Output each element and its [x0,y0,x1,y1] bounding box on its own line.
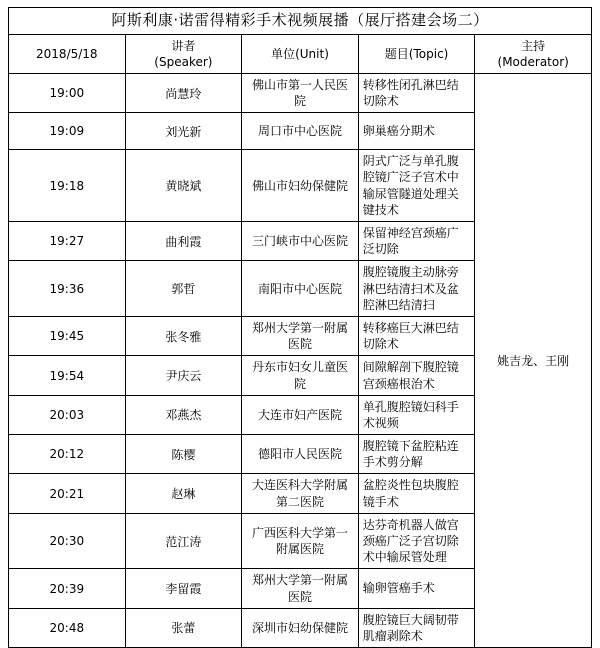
row-speaker: 黄晓斌 [125,150,242,222]
row-speaker: 刘光新 [125,113,242,150]
header-moderator-line2: (Moderator) [497,54,569,69]
row-speaker: 尚慧玲 [125,73,242,112]
header-speaker [125,34,242,73]
row-topic: 间隙解剖下腹腔镜宫颈癌根治术 [358,356,475,395]
row-topic: 阴式广泛与单孔腹腔镜广泛子宫术中输尿管隧道处理关键技术 [358,150,475,222]
row-speaker: 曲利霞 [125,222,242,261]
moderator-cell: 姚吉龙、王刚 [475,73,592,647]
header-moderator [475,34,592,73]
schedule-table [8,7,592,648]
row-time: 20:39 [9,569,126,608]
row-time: 19:36 [9,261,126,317]
row-unit: 郑州大学第一附属医院 [242,569,359,608]
row-speaker: 张冬雅 [125,316,242,355]
row-speaker: 陈樱 [125,435,242,474]
row-time: 20:21 [9,474,126,513]
table-row [9,73,592,112]
header-topic: 题目(Topic) [358,34,475,73]
row-topic: 腹腔镜腹主动脉旁淋巴结清扫术及盆腔淋巴结清扫 [358,261,475,317]
row-speaker: 赵琳 [125,474,242,513]
row-topic: 卵巢癌分期术 [358,113,475,150]
row-topic: 输卵管癌手术 [358,569,475,608]
header-speaker-line1: 讲者 [171,38,196,53]
row-speaker: 郭哲 [125,261,242,317]
row-unit: 三门峡市中心医院 [242,222,359,261]
row-unit: 郑州大学第一附属医院 [242,316,359,355]
row-topic: 腹腔镜巨大阔韧带肌瘤剥除术 [358,608,475,647]
row-topic: 盆腔炎性包块腹腔镜手术 [358,474,475,513]
row-speaker: 邓燕杰 [125,395,242,434]
row-unit: 德阳市人民医院 [242,435,359,474]
row-unit: 周口市中心医院 [242,113,359,150]
row-unit: 南阳市中心医院 [242,261,359,317]
header-row [9,34,592,73]
row-speaker: 张蕾 [125,608,242,647]
row-speaker: 李留霞 [125,569,242,608]
header-moderator-line1: 主持 [521,38,546,53]
row-time: 20:48 [9,608,126,647]
row-topic: 保留神经宫颈癌广泛切除 [358,222,475,261]
row-unit: 佛山市妇幼保健院 [242,150,359,222]
row-time: 20:30 [9,513,126,569]
row-unit: 丹东市妇女儿童医院 [242,356,359,395]
row-topic: 达芬奇机器人做宫颈癌广泛子宫切除术中输尿管处理 [358,513,475,569]
header-date: 2018/5/18 [9,34,126,73]
row-unit: 广西医科大学第一附属医院 [242,513,359,569]
row-time: 19:00 [9,73,126,112]
row-time: 19:54 [9,356,126,395]
row-topic: 转移癌巨大淋巴结切除术 [358,316,475,355]
title-row [9,8,592,35]
header-unit: 单位(Unit) [242,34,359,73]
row-time: 19:09 [9,113,126,150]
schedule-table-body [9,8,592,648]
row-topic: 转移性闭孔淋巴结切除术 [358,73,475,112]
row-time: 20:03 [9,395,126,434]
row-unit: 大连医科大学附属第二医院 [242,474,359,513]
page-title: 阿斯利康·诺雷得精彩手术视频展播（展厅搭建会场二） [9,8,592,35]
row-topic: 单孔腹腔镜妇科手术视频 [358,395,475,434]
row-unit: 大连市妇产医院 [242,395,359,434]
row-time: 19:27 [9,222,126,261]
row-topic: 腹腔镜下盆腔粘连手术剪分解 [358,435,475,474]
row-time: 19:18 [9,150,126,222]
row-speaker: 范江涛 [125,513,242,569]
row-speaker: 尹庆云 [125,356,242,395]
row-time: 20:12 [9,435,126,474]
row-unit: 深圳市妇幼保健院 [242,608,359,647]
header-speaker-line2: (Speaker) [154,54,213,69]
row-unit: 佛山市第一人民医院 [242,73,359,112]
row-time: 19:45 [9,316,126,355]
